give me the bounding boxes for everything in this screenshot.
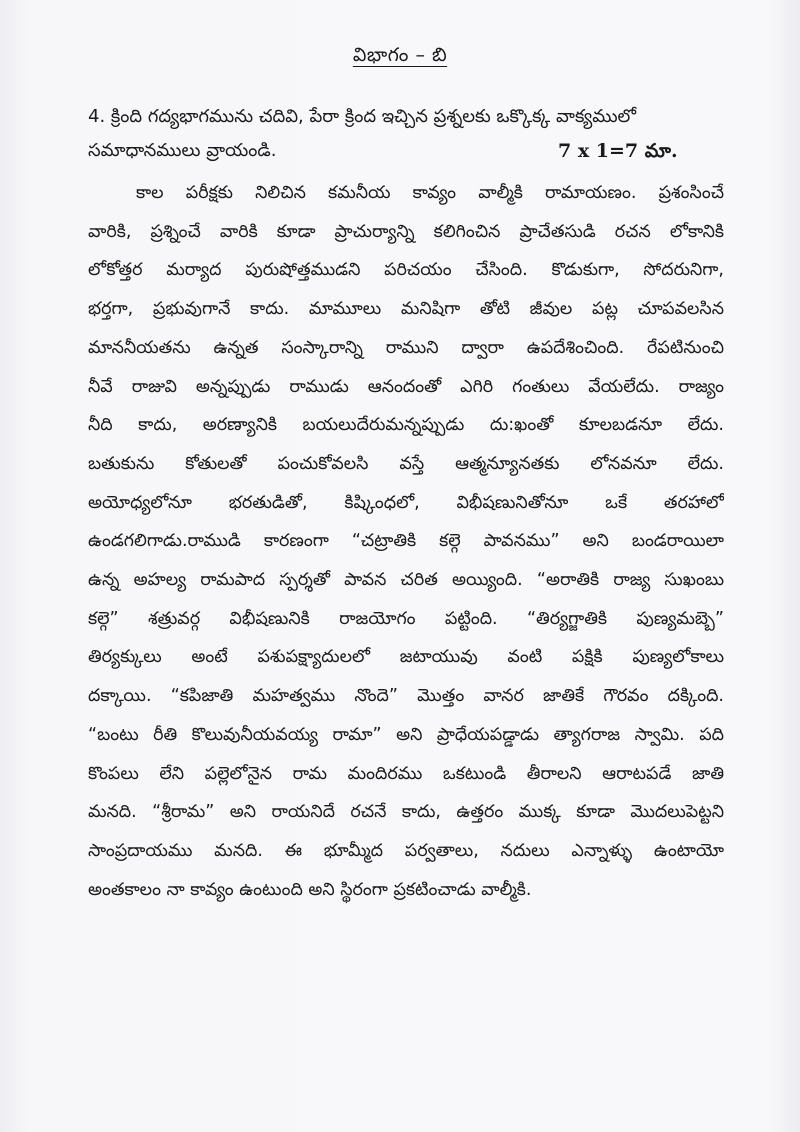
question-instruction-row-2 (88, 134, 728, 168)
passage-line: దక్కాయి. “కపిజాతి మహత్వము నొందె” మొత్తం వానర జాతికే గౌరవం దక్కింది. (88, 686, 724, 707)
passage-line: ఉన్న అహల్య రామపాద స్పర్శతో పావన చరిత అయ్యింది. “అరాతికి రాజ్య సుఖంబు (88, 570, 724, 591)
passage-line: భర్తగా, ప్రభువుగానే కాదు. మామూలు మనిషిగా తోటి జీవుల పట్ల చూపవలసిన (88, 299, 724, 320)
passage-line: బతుకును కోతులతో పంచుకోవలసి వస్తే ఆత్మన్యూనతకు లోనవనూ లేదు. (88, 453, 724, 474)
question-instruction-line-2: సమాధానములు వ్రాయండి. (88, 140, 277, 161)
passage-line: “బంటు రీతి కొలువునీయవయ్య రామా” అని ప్రాధేయపడ్డాడు త్యాగరాజ స్వామి. పది (88, 724, 724, 745)
marks-label: 7 x 1=7 మా. (558, 140, 678, 162)
passage-line: తిర్యక్కులు అంటే పశుపక్ష్యాదులలో జటాయువు వంటి పక్షికి పుణ్యలోకాలు (88, 647, 724, 668)
passage-line: మాననీయతను ఉన్నత సంస్కారాన్ని రాముని ద్వారా ఉపదేశించింది. రేపటినుంచి (88, 337, 724, 358)
passage-line: కొంపలు లేని పల్లెలోనైన రామ మందిరము ఒకటుండి తీరాలని ఆరాటపడే జాతి (88, 763, 724, 784)
passage-line: నీది కాదు, అరణ్యానికి బయలుదేరుమన్నప్పుడు దు:ఖంతో కూలబడనూ లేదు. (88, 415, 724, 436)
passage-line: అంతకాలం నా కావ్యం ఉంటుంది అని స్థిరంగా ప్రకటించాడు వాల్మీకి. (88, 879, 532, 900)
section-heading-text: విభాగం – బి (352, 44, 448, 66)
passage-line: ఉండగలిగాడు.రాముడి కారణంగా “చట్రాతికి కల్గె పావనము” అని బండరాయిలా (88, 531, 724, 552)
question-block (88, 100, 728, 168)
passage-line: మనది. “శ్రీరామ” అని రాయనిదే రచనే కాదు, ఉత్తరం ముక్క కూడా మొదలుపెట్టని (88, 802, 724, 823)
section-heading (0, 44, 800, 71)
passage-line: కల్గె” శత్రువర్గ విభీషణునికి రాజయోగం పట్టింది. “తిర్యగ్జాతికి పుణ్యమబ్బె” (88, 608, 724, 629)
passage-line: సాంప్రదాయము మనది. ఈ భూమ్మీద పర్వతాలు, నదులు ఎన్నాళ్ళు ఉంటాయో (88, 840, 724, 861)
passage-line: లోకోత్తర మర్యాద పురుషోత్తముడని పరిచయం చేసింది. కొడుకుగా, సోదరునిగా, (88, 260, 724, 281)
passage-paragraph (88, 174, 724, 909)
passage-line: వారికి, ప్రశ్నించే వారికి కూడా ప్రాచుర్యాన్ని కలిగించిన ప్రాచేతసుడి రచన లోకానికి (88, 221, 724, 242)
passage-line: అయోధ్యలోనూ భరతుడితో, కిష్కింధలో, విభీషణునితోనూ ఒకే తరహాలో (88, 492, 724, 513)
passage-line: కాల పరీక్షకు నిలిచిన కమనీయ కావ్యం వాల్మీకి రామాయణం. ప్రశంసించే (136, 183, 724, 203)
passage-line: నీవే రాజువి అన్నప్పుడు రాముడు ఆనందంతో ఎగిరి గంతులు వేయలేదు. రాజ్యం (88, 376, 724, 397)
question-instruction-line-1: 4. క్రింది గద్యభాగమును చదివి, పేరా క్రింద ఇచ్చిన ప్రశ్నలకు ఒక్కొక్క వాక్యములో (88, 106, 637, 127)
